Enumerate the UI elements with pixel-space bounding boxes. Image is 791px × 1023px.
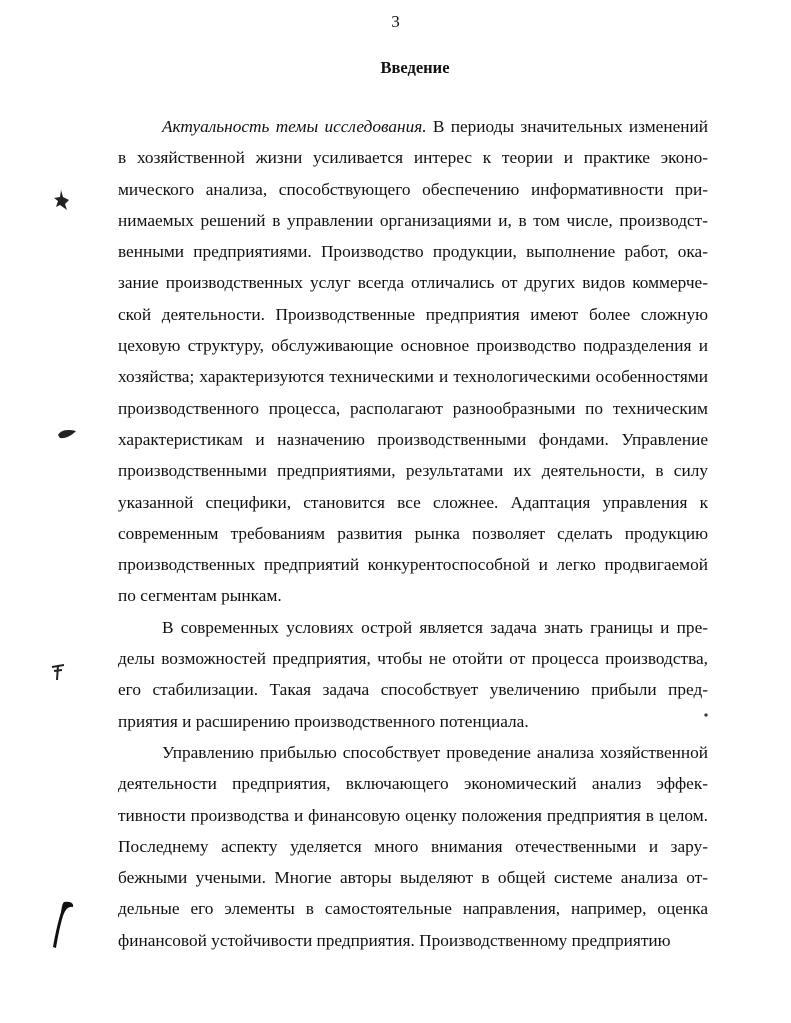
scan-mark-icon (50, 662, 66, 682)
scan-mark-icon (50, 900, 76, 950)
relevance-text: В периоды значительных изменений в хозяйственной жизни усиливается интерес к теории и практике экономического анализа, способствующего обеспечению информативности принимаемых решений в управлении организациями и, в том числе, производственными предприятиями. Производство продукции, выполнение работ, оказание производственных услуг всегда отличались от других видов коммерческой деятельности. Производственные предприятия имеют более сложную цеховую структуру, обслуживающие основное производство подразделения и хозяйства; характеризуются техническими и технологическими особенностями производственного процесса, располагают разнообразными по техническим характеристикам и назначению производственными фондами. Управление производственными предприятиями, результатами их деятельности, в силу указанной специфики, становится все сложнее. Адаптация управления к современным требованиям развития рынка позволяет сделать продукцию производственных предприятий конкурентоспособной и легко продвигаемой по сегментам рынкам. (118, 117, 708, 606)
paragraph-relevance (118, 111, 708, 612)
scan-mark-icon (57, 428, 77, 440)
scan-mark-icon (703, 712, 709, 718)
relevance-lead: Актуальность темы исследования. (162, 117, 427, 136)
paragraph-profit-management: Управлению прибылью способствует проведение анализа хозяйственной деятельности предприятия, включающего экономический анализ эффективности производства и финансовую оценку положения предприятия в целом. Последнему аспекту уделяется много внимания отечественными и зарубежными учеными. Многие авторы выделяют в общей системе анализа отдельные его элементы в самостоятельные направления, например, оценка финансовой устойчивости предприятия. Производственному предприятию (118, 742, 708, 950)
page-number: 3 (391, 12, 400, 31)
paragraph-modern-conditions: В современных условиях острой является задача знать границы и пределы возможностей предприятия, чтобы не отойти от процесса производства, его стабилизации. Такая задача способствует увеличению прибыли предприятия и расширению производственного потенциала. (118, 617, 708, 731)
page-title: Введение (380, 58, 450, 77)
scan-mark-icon (52, 188, 72, 212)
body-text (118, 111, 708, 956)
